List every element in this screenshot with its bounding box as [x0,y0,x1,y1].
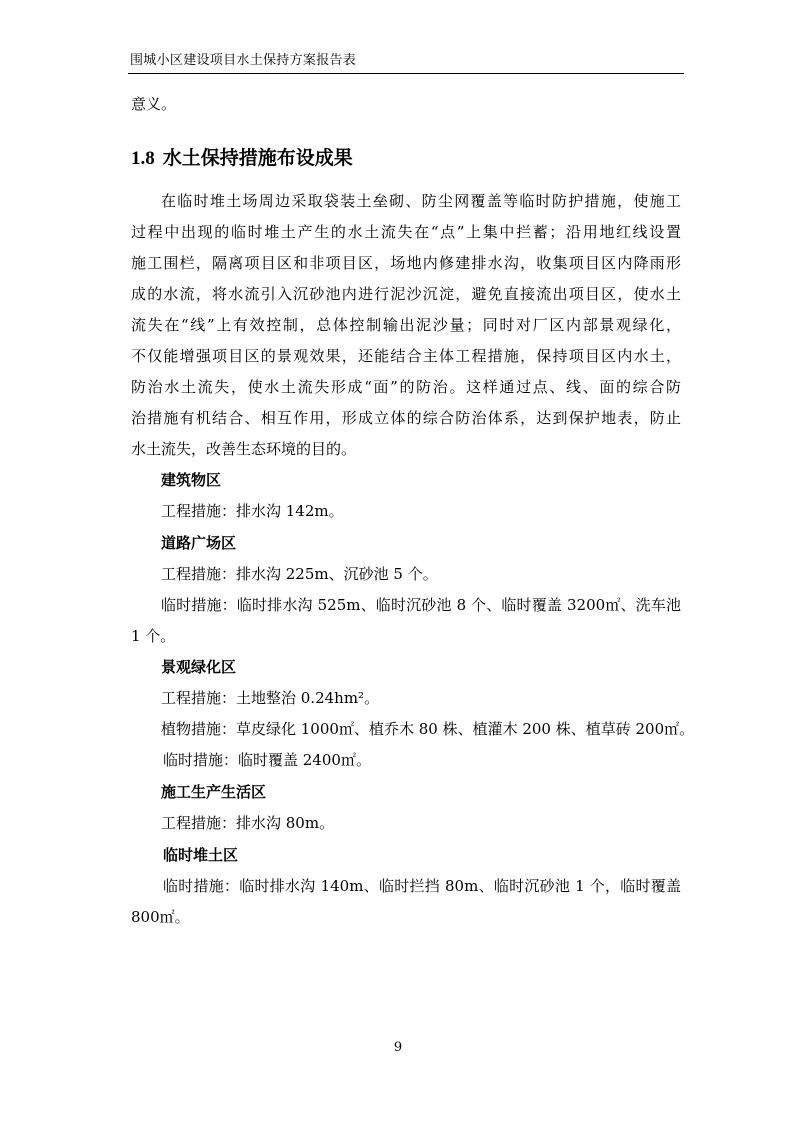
paragraph-line: 成的水流，将水流引入沉砂池内进行泥沙沉淀，避免直接流出项目区，使水土 [131,285,681,303]
road-temporary-line2: 1 个。 [131,627,176,645]
paragraph-line: 施工围栏，隔离项目区和非项目区，场地内修建排水沟，收集项目区内降雨形 [131,254,681,272]
section-title: 水土保持措施布设成果 [162,147,353,169]
stockpile-temporary-line2: 800㎡。 [131,908,190,926]
intro-tail: 意义。 [131,95,177,113]
paragraph-line: 过程中出现的临时堆土产生的水土流失在“点”上集中拦蓄；沿用地红线设置 [131,223,681,241]
road-temporary-line1: 临时措施：临时排水沟 525m、临时沉砂池 8 个、临时覆盖 3200㎡、洗车池 [161,596,681,614]
paragraph-line: 流失在“线”上有效控制，总体控制输出泥沙量；同时对厂区内部景观绿化， [131,316,681,334]
building-engineering: 工程措施：排水沟 142m。 [161,502,344,520]
zone-heading-stockpile: 临时堆土区 [163,846,239,864]
construction-engineering: 工程措施：排水沟 80m。 [161,814,335,832]
running-header: 围城小区建设项目水土保持方案报告表 [130,53,357,68]
landscape-engineering: 工程措施：土地整治 0.24hm²。 [161,689,380,707]
paragraph-line: 在临时堆土场周边采取袋装土垒砌、防尘网覆盖等临时防护措施，使施工 [161,192,681,210]
paragraph-line: 水土流失，改善生态环境的目的。 [131,440,357,458]
zone-heading-road: 道路广场区 [161,534,237,552]
zone-heading-building: 建筑物区 [161,471,222,489]
paragraph-line: 治措施有机结合、相互作用，形成立体的综合防治体系，达到保护地表，防止 [131,409,681,427]
page-number: 9 [393,1040,403,1055]
landscape-vegetation: 植物措施：草皮绿化 1000㎡、植乔木 80 株、植灌木 200 株、植草砖 200㎡。 [161,720,695,738]
header-rule [128,73,684,74]
road-engineering: 工程措施：排水沟 225m、沉砂池 5 个。 [161,565,438,583]
section-number: 1.8 [131,148,155,169]
stockpile-temporary-line1: 临时措施：临时排水沟 140m、临时拦挡 80m、临时沉砂池 1 个，临时覆盖 [163,877,681,895]
section-heading [131,143,353,170]
zone-heading-construction: 施工生产生活区 [161,783,267,801]
paragraph-line: 防治水土流失，使水土流失形成“面”的防治。这样通过点、线、面的综合防 [131,378,681,396]
landscape-temporary: 临时措施：临时覆盖 2400㎡。 [163,751,371,769]
zone-heading-landscape: 景观绿化区 [161,658,237,676]
paragraph-line: 不仅能增强项目区的景观效果，还能结合主体工程措施，保持项目区内水土， [131,347,681,365]
